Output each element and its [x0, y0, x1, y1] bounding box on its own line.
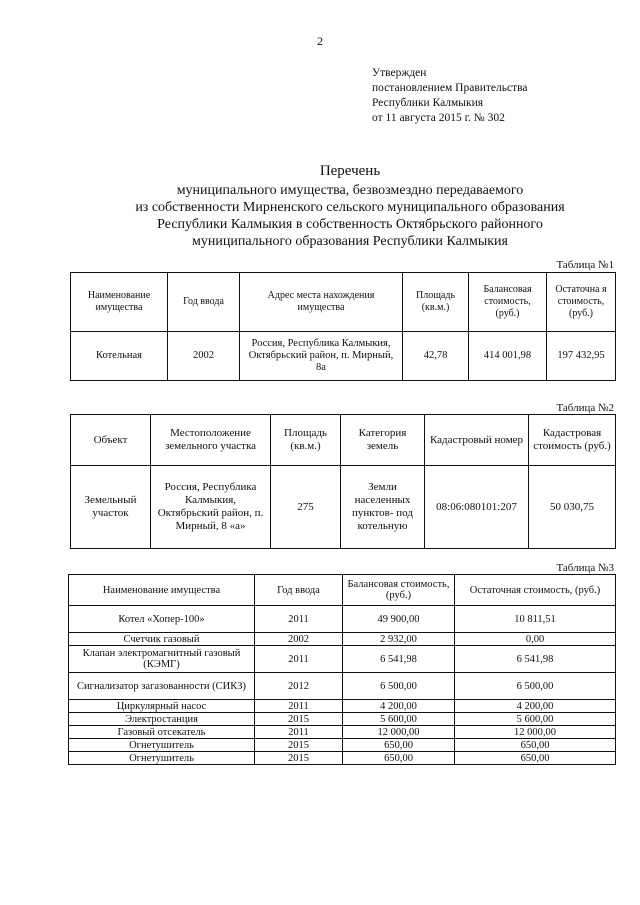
header-cell: Объект [71, 415, 151, 466]
header-cell: Категория земель [341, 415, 425, 466]
header-cell: Наименование имущества [69, 575, 255, 606]
document-title [60, 163, 640, 250]
cell: Электростанция [69, 713, 255, 726]
table-land [70, 414, 616, 549]
cell: 10 811,51 [455, 606, 616, 633]
cell: 2015 [255, 713, 343, 726]
cell: 2015 [255, 739, 343, 752]
cell: 650,00 [455, 752, 616, 765]
cell: Огнетушитель [69, 752, 255, 765]
cell: 650,00 [455, 739, 616, 752]
table-row [69, 726, 616, 739]
cell: 2015 [255, 752, 343, 765]
table1-caption: Таблица №1 [556, 259, 614, 271]
approval-line: постановлением Правительства [372, 82, 528, 94]
approval-line: Утвержден [372, 67, 427, 79]
cell: 0,00 [455, 633, 616, 646]
cell: 2 932,00 [343, 633, 455, 646]
header-cell: Балансовая стоимость, (руб.) [469, 273, 547, 332]
cell: Россия, Республика Калмыкия, Октябрьский район, п. Мирный, 8 «а» [151, 466, 271, 549]
header-cell: Площадь (кв.м.) [403, 273, 469, 332]
cell: 2011 [255, 646, 343, 673]
cell: 42,78 [403, 332, 469, 381]
header-cell: Кадастровый номер [425, 415, 529, 466]
cell: 2012 [255, 673, 343, 700]
cell: 650,00 [343, 739, 455, 752]
approval-line: Республики Калмыкия [372, 97, 484, 109]
table-row [69, 713, 616, 726]
cell: Котел «Хопер-100» [69, 606, 255, 633]
title-line: из собственности Мирненского сельского муниципального образования [135, 200, 565, 215]
cell: 6 541,98 [343, 646, 455, 673]
table-equipment [68, 574, 616, 765]
cell: 08:06:080101:207 [425, 466, 529, 549]
table-row [69, 673, 616, 700]
cell: 2011 [255, 700, 343, 713]
header-cell: Остаточная стоимость, (руб.) [455, 575, 616, 606]
table-row [69, 606, 616, 633]
table-row [71, 466, 616, 549]
table-row [69, 700, 616, 713]
table-header-row [69, 575, 616, 606]
table-row [69, 739, 616, 752]
cell: 5 600,00 [343, 713, 455, 726]
cell: 12 000,00 [343, 726, 455, 739]
cell: Земельный участок [71, 466, 151, 549]
header-cell: Наименование имущества [71, 273, 168, 332]
cell: Россия, Республика Калмыкия, Октябрьский район, п. Мирный, 8а [240, 332, 403, 381]
header-cell: Кадастровая стоимость (руб.) [529, 415, 616, 466]
cell: 2011 [255, 606, 343, 633]
table-row [69, 633, 616, 646]
approval-stamp [372, 66, 528, 126]
cell: 414 001,98 [469, 332, 547, 381]
table2-caption: Таблица №2 [556, 402, 614, 414]
header-cell: Балансовая стоимость, (руб.) [343, 575, 455, 606]
cell: 49 900,00 [343, 606, 455, 633]
table-header-row [71, 415, 616, 466]
cell: Земли населенных пунктов- под котельную [341, 466, 425, 549]
cell: 6 500,00 [343, 673, 455, 700]
title-heading: Перечень [319, 163, 381, 179]
table-header-row [71, 273, 616, 332]
header-cell: Адрес места нахождения имущества [240, 273, 403, 332]
header-cell: Площадь (кв.м.) [271, 415, 341, 466]
cell: 6 541,98 [455, 646, 616, 673]
approval-line: от 11 августа 2015 г. № 302 [372, 112, 505, 124]
table-row [69, 752, 616, 765]
cell: 275 [271, 466, 341, 549]
cell: 5 600,00 [455, 713, 616, 726]
table3-caption: Таблица №3 [556, 562, 614, 574]
title-line: муниципального имущества, безвозмездно передаваемого [176, 183, 524, 198]
cell: Циркулярный насос [69, 700, 255, 713]
cell: Огнетушитель [69, 739, 255, 752]
cell: 197 432,95 [547, 332, 616, 381]
cell: 2002 [168, 332, 240, 381]
title-line: муниципального образования Республики Калмыкия [192, 234, 508, 249]
header-cell: Местоположение земельного участка [151, 415, 271, 466]
cell: 12 000,00 [455, 726, 616, 739]
cell: 2002 [255, 633, 343, 646]
table-property [70, 272, 616, 381]
cell: 4 200,00 [455, 700, 616, 713]
cell: 650,00 [343, 752, 455, 765]
cell: Газовый отсекатель [69, 726, 255, 739]
title-line: Республики Калмыкия в собственность Октябрьского районного [157, 217, 543, 232]
cell: 4 200,00 [343, 700, 455, 713]
cell: Счетчик газовый [69, 633, 255, 646]
cell: Котельная [71, 332, 168, 381]
cell: 2011 [255, 726, 343, 739]
table-row [71, 332, 616, 381]
cell: Клапан электромагнитный газовый (КЭМГ) [69, 646, 255, 673]
header-cell: Остаточна я стоимость, (руб.) [547, 273, 616, 332]
cell: Сигнализатор загазованности (СИКЗ) [69, 673, 255, 700]
header-cell: Год ввода [255, 575, 343, 606]
cell: 6 500,00 [455, 673, 616, 700]
header-cell: Год ввода [168, 273, 240, 332]
table-row [69, 646, 616, 673]
cell: 50 030,75 [529, 466, 616, 549]
page-number: 2 [317, 34, 323, 48]
